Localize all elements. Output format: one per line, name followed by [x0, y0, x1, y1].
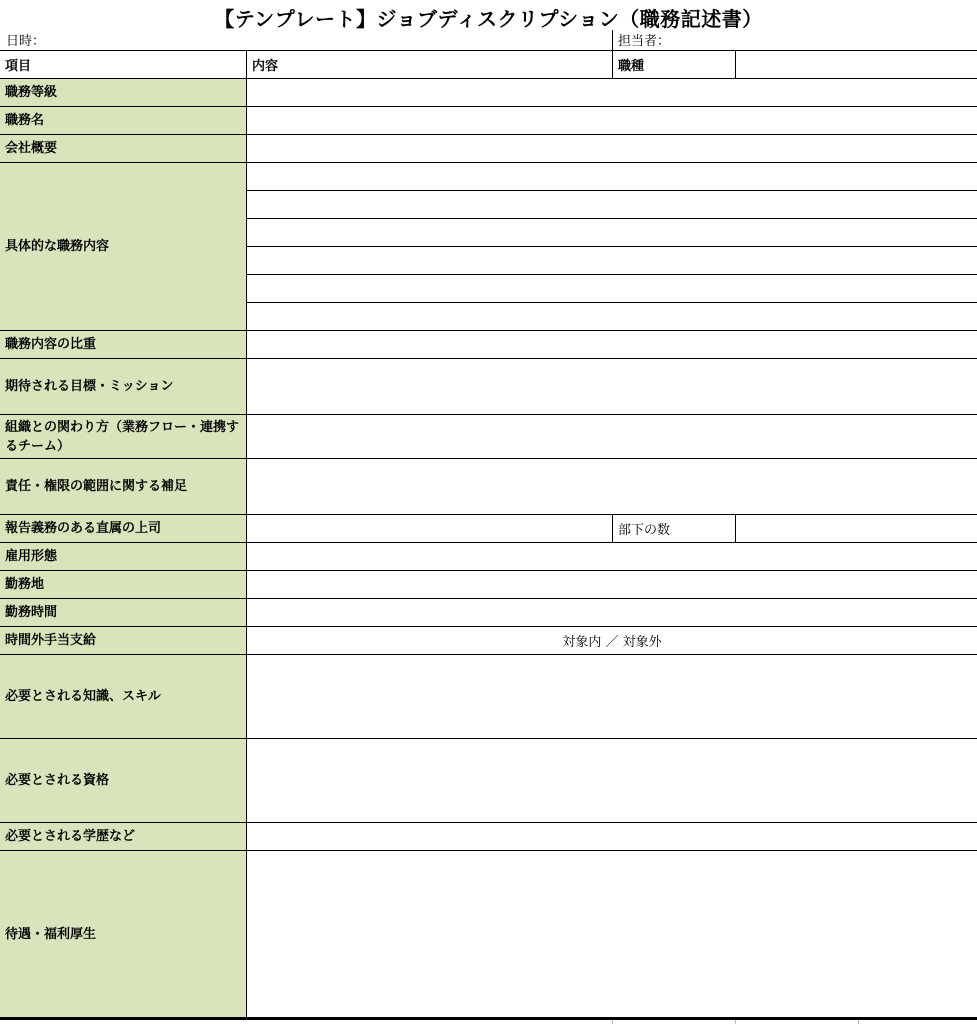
grid-line	[0, 458, 977, 459]
header-job-type: 職種	[618, 59, 645, 74]
grid-line	[0, 358, 977, 359]
subordinates-label: 部下の数	[618, 523, 671, 538]
label-company: 会社概要	[0, 135, 246, 162]
grid-line	[247, 190, 977, 191]
grid-line	[735, 50, 736, 79]
overtime-value: 対象内 ／ 対象外	[562, 635, 662, 650]
grid-line	[0, 542, 977, 543]
grid-line	[0, 106, 977, 107]
label-employment: 雇用形態	[0, 543, 246, 570]
grid-line	[612, 30, 613, 79]
grid-line	[247, 246, 977, 247]
grid-line	[0, 626, 977, 627]
boss-value-cell[interactable]	[247, 515, 612, 542]
label-skills: 必要とされる知識、スキル	[0, 655, 246, 738]
bottom-border	[0, 1017, 977, 1020]
grid-line	[0, 570, 977, 571]
label-benefits: 待遇・福利厚生	[0, 851, 246, 1017]
grid-line	[247, 302, 977, 303]
label-qualifications: 必要とされる資格	[0, 739, 246, 822]
grid-line	[0, 738, 977, 739]
grid-line	[0, 162, 977, 163]
sheet-title: 【テンプレート】ジョブディスクリプション（職務記述書）	[214, 6, 763, 31]
label-authority: 責任・権限の範囲に関する補足	[0, 459, 246, 514]
grid-line	[247, 218, 977, 219]
label-hours: 勤務時間	[0, 599, 246, 626]
label-organization: 組織との関わり方（業務フロー・連携するチーム）	[0, 415, 246, 458]
label-weight: 職務内容の比重	[0, 331, 246, 358]
job-type-value-cell[interactable]	[736, 51, 977, 78]
label-grade: 職務等級	[0, 79, 246, 106]
subordinates-value-cell[interactable]	[736, 515, 977, 542]
company-value-cell[interactable]	[247, 135, 977, 162]
header-item: 項目	[5, 59, 32, 74]
header-content: 内容	[252, 59, 279, 74]
grid-line	[0, 330, 977, 331]
grid-line	[612, 1020, 613, 1024]
grid-line	[735, 514, 736, 543]
grid-line	[0, 78, 977, 79]
label-overtime: 時間外手当支給	[0, 627, 246, 654]
grade-value-cell[interactable]	[247, 79, 977, 106]
job-name-value-cell[interactable]	[247, 107, 977, 134]
grid-line	[0, 134, 977, 135]
grid-line	[612, 514, 613, 543]
grid-line	[0, 654, 977, 655]
grid-line	[735, 1020, 736, 1024]
label-duties: 具体的な職務内容	[0, 163, 246, 330]
label-goals: 期待される目標・ミッション	[0, 359, 246, 414]
grid-line	[0, 50, 977, 51]
label-location: 勤務地	[0, 571, 246, 598]
grid-line	[858, 1020, 859, 1024]
grid-line	[246, 50, 247, 1019]
label-direct-boss: 報告義務のある直属の上司	[0, 515, 246, 542]
person-in-charge-label: 担当者：	[618, 34, 671, 49]
grid-line	[0, 414, 977, 415]
grid-line	[247, 274, 977, 275]
label-education: 必要とされる学歴など	[0, 823, 246, 850]
grid-line	[0, 598, 977, 599]
grid-line	[0, 822, 977, 823]
grid-line	[0, 514, 977, 515]
label-job-name: 職務名	[0, 107, 246, 134]
date-label: 日時：	[6, 34, 46, 49]
grid-line	[0, 850, 977, 851]
